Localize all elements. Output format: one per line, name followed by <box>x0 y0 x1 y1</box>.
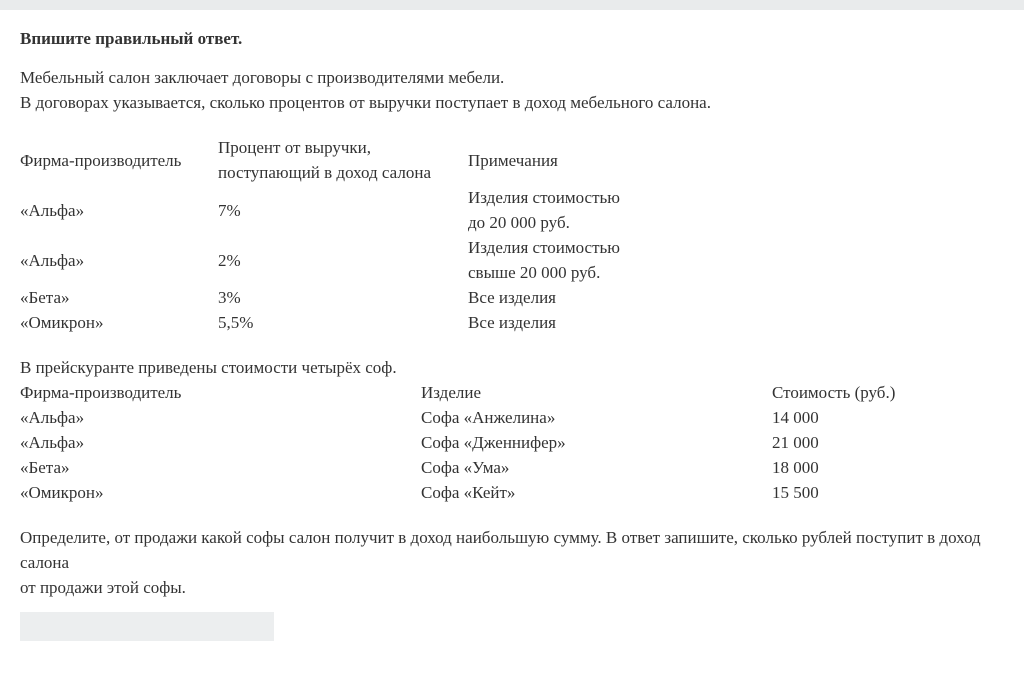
cell-note <box>468 235 768 285</box>
header-notes: Примечания <box>468 150 558 170</box>
cell-item: Софа «Ума» <box>421 458 510 477</box>
cell-item: Софа «Анжелина» <box>421 408 556 427</box>
header-firm: Фирма-производитель <box>20 150 182 170</box>
header-firm: Фирма-производитель <box>20 383 182 402</box>
note-line: Изделия стоимостью <box>468 188 620 207</box>
cell-percent: 2% <box>218 250 241 270</box>
cell-firm: «Альфа» <box>20 433 85 452</box>
table-header-row <box>20 135 768 185</box>
cell-firm: «Бета» <box>20 458 70 477</box>
cell-firm: «Альфа» <box>20 250 85 270</box>
cell-cost: 21 000 <box>772 433 819 452</box>
intro-line: Мебельный салон заключает договоры с производителями мебели. <box>20 68 505 87</box>
cell-note <box>468 185 768 235</box>
cell-cost: 18 000 <box>772 458 819 477</box>
header-cost: Стоимость (руб.) <box>772 383 896 402</box>
note-line: Изделия стоимостью <box>468 238 620 257</box>
table-row <box>20 480 972 505</box>
cell-firm: «Альфа» <box>20 200 85 220</box>
header-percent-line: Процент от выручки, <box>218 138 372 157</box>
question-paragraph <box>20 525 1010 600</box>
table-row <box>20 405 972 430</box>
cell-cost: 15 500 <box>772 483 819 502</box>
cell-percent: 5,5% <box>218 313 254 332</box>
table-header-row <box>20 380 972 405</box>
question-line: от продажи этой софы. <box>20 578 186 597</box>
intro-paragraph <box>20 65 1010 115</box>
answer-input[interactable] <box>20 612 274 641</box>
cell-item: Софа «Кейт» <box>421 483 516 502</box>
cell-percent: 7% <box>218 200 241 220</box>
table-row <box>20 285 768 310</box>
price-table <box>20 380 972 505</box>
note-line: свыше 20 000 руб. <box>468 263 601 282</box>
cell-firm: «Бета» <box>20 288 70 307</box>
table-row <box>20 185 768 235</box>
table-row <box>20 235 768 285</box>
header-percent <box>218 135 468 185</box>
task-instruction: Впишите правильный ответ. <box>20 29 243 48</box>
contracts-table <box>20 135 768 335</box>
cell-percent: 3% <box>218 288 241 307</box>
note-line: до 20 000 руб. <box>468 213 570 232</box>
table-row <box>20 310 768 335</box>
cell-cost: 14 000 <box>772 408 819 427</box>
table-row <box>20 430 972 455</box>
header-item: Изделие <box>421 383 482 402</box>
cell-note: Все изделия <box>468 313 556 332</box>
header-percent-line: поступающий в доход салона <box>218 163 431 182</box>
cell-firm: «Альфа» <box>20 408 85 427</box>
question-line: Определите, от продажи какой софы салон получит в доход наибольшую сумму. В ответ запишите, сколько рублей поступит в доход салона <box>20 528 981 572</box>
intro-line: В договорах указывается, сколько процентов от выручки поступает в доход мебельного салона. <box>20 93 711 112</box>
price-intro: В прейскуранте приведены стоимости четырёх соф. <box>20 358 397 377</box>
cell-firm: «Омикрон» <box>20 313 104 332</box>
cell-firm: «Омикрон» <box>20 483 104 502</box>
top-bar <box>0 0 1024 10</box>
cell-note: Все изделия <box>468 288 556 307</box>
table-row <box>20 455 972 480</box>
task-content <box>20 26 1010 641</box>
cell-item: Софа «Дженнифер» <box>421 433 566 452</box>
